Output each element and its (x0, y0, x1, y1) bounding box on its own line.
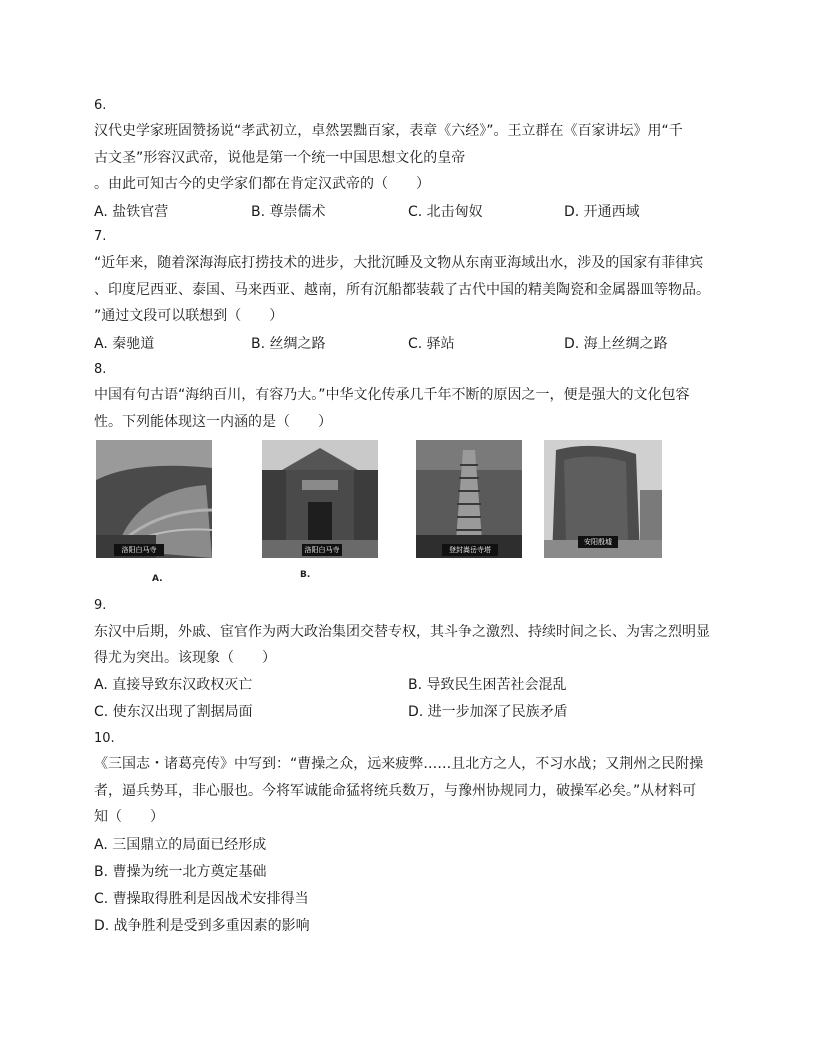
image-a-letter: A. (152, 574, 163, 584)
gate-photo-icon (262, 440, 378, 558)
question-6-number: 6. (94, 98, 107, 113)
question-10-option-a: A. 三国鼎立的局面已经形成 (94, 837, 267, 853)
question-7-stem-line1: “近年来，随着深海海底打捞技术的进步，大批沉睡及文物从东南亚海域出水，涉及的国家有菲律宾 (94, 255, 704, 271)
question-7-option-d: D. 海上丝绸之路 (564, 336, 668, 352)
temple-photo-icon (96, 440, 212, 558)
question-7-option-b: B. 丝绸之路 (251, 336, 326, 352)
question-7-stem-line2: 、印度尼西亚、泰国、马来西亚、越南，所有沉船都装载了古代中国的精美陶瓷和金属器皿等物品。 (94, 282, 710, 298)
question-9-stem-line1: 东汉中后期，外戚、宦官作为两大政治集团交替专权，其斗争之激烈、持续时间之长、为害之烈明显 (94, 624, 710, 640)
question-10-stem-line2: 者，逼兵势耳，非心服也。今将军诚能命猛将统兵数万，与豫州协规同力，破操军必矣。”从材料可 (94, 783, 697, 799)
question-6-option-d: D. 开通西域 (564, 204, 640, 220)
question-7-stem-line3: ”通过文段可以联想到（ ） (94, 308, 284, 324)
question-10-stem-line1: 《三国志・诸葛亮传》中写到：“曹操之众，远来疲弊……且北方之人，不习水战；又荆州之民附操 (94, 756, 704, 772)
question-6-stem-line2: 古文圣”形容汉武帝，说他是第一个统一中国思想文化的皇帝 (94, 150, 466, 166)
question-9-option-b: B. 导致民生困苦社会混乱 (408, 677, 567, 693)
question-10-number: 10. (94, 731, 115, 746)
image-d-caption: 安阳殷墟 (578, 536, 618, 548)
question-8-stem-line2: 性。下列能体现这一内涵的是（ ） (94, 414, 332, 430)
question-8-image-options (94, 440, 662, 590)
question-8-stem-line1: 中国有句古语“海纳百川，有容乃大。”中华文化传承几千年不断的原因之一，便是强大的文化包容 (94, 387, 690, 403)
question-10-option-b: B. 曹操为统一北方奠定基础 (94, 864, 267, 880)
question-7-option-c: C. 驿站 (408, 336, 455, 352)
question-6-option-b: B. 尊崇儒术 (251, 204, 326, 220)
image-b-caption: 洛阳白马寺 (302, 544, 342, 556)
question-8-number: 8. (94, 362, 107, 377)
pagoda-photo-icon (416, 440, 522, 558)
question-6-stem-line1: 汉代史学家班固赞扬说“孝武初立，卓然罢黜百家，表章《六经》”。王立群在《百家讲坛》用“千 (94, 123, 683, 139)
question-6-stem-line3: 。由此可知古今的史学家们都在肯定汉武帝的（ ） (94, 176, 430, 192)
image-b-letter: B. (300, 570, 311, 580)
question-10-stem-line3: 知（ ） (94, 809, 164, 825)
question-9-option-a: A. 直接导致东汉政权灭亡 (94, 677, 253, 693)
question-9-option-c: C. 使东汉出现了割据局面 (94, 704, 253, 720)
question-7-option-a: A. 秦驰道 (94, 336, 155, 352)
image-c-caption: 登封嵩岳寺塔 (442, 544, 498, 556)
question-6-option-c: C. 北击匈奴 (408, 204, 483, 220)
question-10-option-c: C. 曹操取得胜利是因战术安排得当 (94, 891, 309, 907)
question-6-option-a: A. 盐铁官营 (94, 204, 169, 220)
question-9-stem-line2: 得尤为突出。该现象（ ） (94, 650, 276, 666)
question-9-number: 9. (94, 598, 107, 613)
question-10-option-d: D. 战争胜利是受到多重因素的影响 (94, 918, 310, 934)
question-9-option-d: D. 进一步加深了民族矛盾 (408, 704, 568, 720)
image-a-caption: 洛阳白马寺 (114, 544, 164, 556)
question-7-number: 7. (94, 229, 107, 244)
